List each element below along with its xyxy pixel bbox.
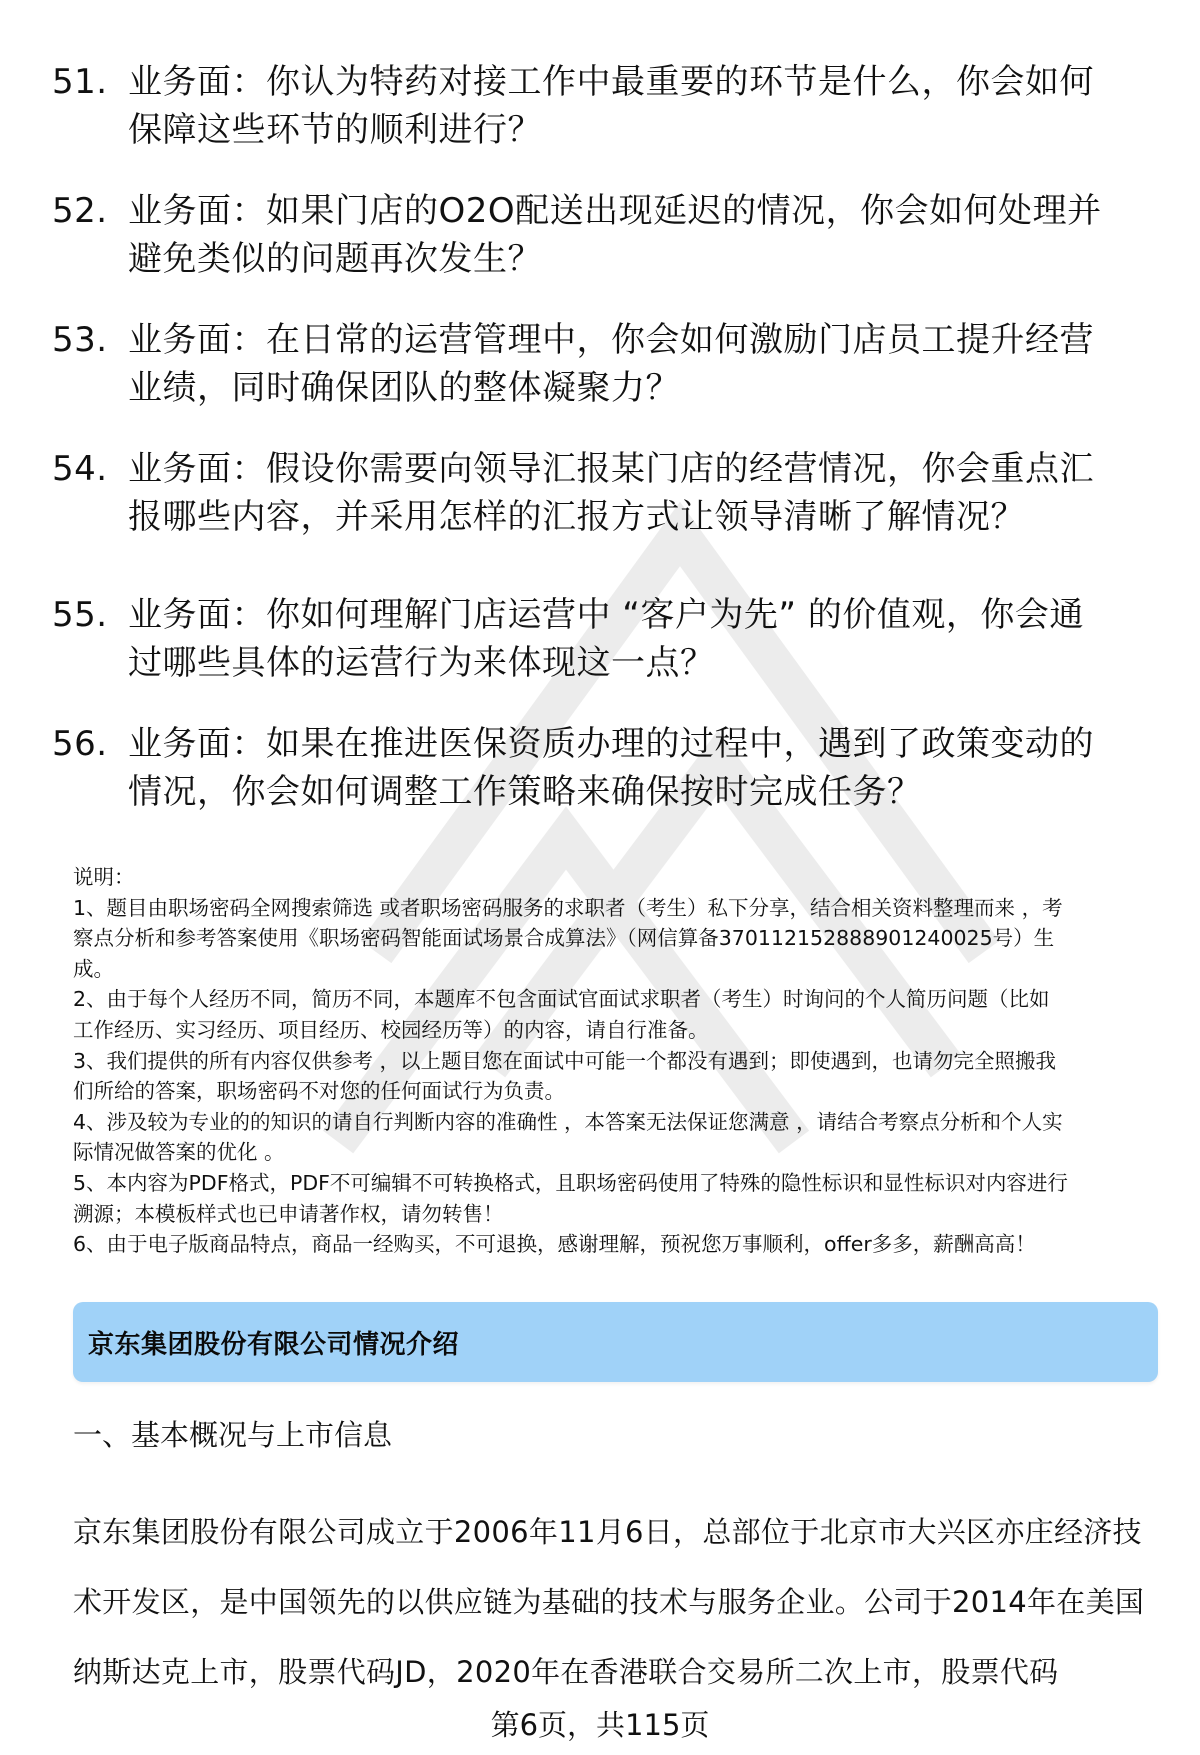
question-text (128, 58, 1162, 154)
question-line: 业务面：你如何理解门店运营中 “客户为先” 的价值观，你会通 (128, 595, 1084, 635)
page-number: 第6页，共115页 (490, 1708, 710, 1742)
question-number: 52. (52, 191, 108, 231)
paragraph-line: 术开发区，是中国领先的以供应链为基础的技术与服务企业。公司于2014年在美国 (73, 1585, 1145, 1619)
question-line: 业务面：在日常的运营管理中，你会如何激励门店员工提升经营 (128, 320, 1094, 360)
question-line: 业绩，同时确保团队的整体凝聚力？ (128, 368, 680, 408)
notes-line: 际情况做答案的优化 。 (73, 1140, 285, 1165)
notes-title: 说明： (73, 865, 135, 889)
notes-line: 3、我们提供的所有内容仅供参考 ，以上题目您在面试中可能一个都没有遇到；即使遇到，也请勿完全照搬我 (73, 1048, 1057, 1073)
question-line: 业务面：假设你需要向领导汇报某门店的经营情况，你会重点汇 (128, 449, 1094, 489)
question-line: 业务面：如果门店的O2O配送出现延迟的情况，你会如何处理并 (128, 191, 1102, 231)
question-text (128, 187, 1162, 283)
question-text (128, 591, 1162, 687)
question-line: 避免类似的问题再次发生？ (128, 239, 542, 279)
question-item (52, 720, 1162, 816)
question-list (52, 58, 1162, 849)
question-number: 51. (52, 62, 108, 102)
question-text (128, 445, 1162, 541)
paragraph-line: 纳斯达克上市，股票代码JD，2020年在香港联合交易所二次上市，股票代码 (73, 1655, 1059, 1689)
question-line: 业务面：如果在推进医保资质办理的过程中，遇到了政策变动的 (128, 724, 1094, 764)
notes-line: 6、由于电子版商品特点，商品一经购买，不可退换，感谢理解，预祝您万事顺利，offer多多，薪酬高高！ (73, 1232, 1036, 1257)
notes-line: 1、题目由职场密码全网搜索筛选 或者职场密码服务的求职者（考生）私下分享，结合相关资料整理而来 ，考 (73, 895, 1063, 920)
question-line: 过哪些具体的运营行为来体现这一点？ (128, 643, 715, 683)
notes-line: 工作经历、实习经历、项目经历、校园经历等）的内容，请自行准备。 (73, 1017, 709, 1042)
question-line: 业务面：你认为特药对接工作中最重要的环节是什么，你会如何 (128, 62, 1094, 102)
notes-line: 们所给的答案，职场密码不对您的任何面试行为负责。 (73, 1079, 565, 1104)
notes-line: 成。 (73, 956, 114, 981)
notes-line: 4、涉及较为专业的的知识的请自行判断内容的准确性 ，本答案无法保证您满意 ，请结合考察点分析和个人实 (73, 1109, 1063, 1134)
question-item (52, 58, 1162, 154)
section-title-box (73, 1302, 1158, 1382)
question-item (52, 591, 1162, 687)
notes-line: 5、本内容为PDF格式，PDF不可编辑不可转换格式，且职场密码使用了特殊的隐性标识和显性标识对内容进行 (73, 1170, 1068, 1195)
disclaimer-notes (73, 862, 1163, 1260)
question-number: 56. (52, 724, 108, 764)
question-item (52, 445, 1162, 541)
section-subheading: 一、基本概况与上市信息 (73, 1418, 393, 1452)
question-line: 情况，你会如何调整工作策略来确保按时完成任务？ (128, 772, 922, 812)
question-item (52, 316, 1162, 412)
section-title: 京东集团股份有限公司情况介绍 (88, 1329, 460, 1360)
company-intro-paragraph (73, 1497, 1163, 1707)
notes-line: 2、由于每个人经历不同，简历不同，本题库不包含面试官面试求职者（考生）时询问的个人简历问题（比如 (73, 987, 1050, 1012)
question-number: 53. (52, 320, 108, 360)
question-line: 保障这些环节的顺利进行？ (128, 110, 542, 150)
question-item (52, 187, 1162, 283)
question-line: 报哪些内容，并采用怎样的汇报方式让领导清晰了解情况？ (128, 497, 1025, 537)
question-text (128, 316, 1162, 412)
question-text (128, 720, 1162, 816)
notes-line: 察点分析和参考答案使用《职场密码智能面试场景合成算法》（网信算备370112152888901240025号）生 (73, 926, 1055, 951)
question-number: 54. (52, 449, 108, 489)
notes-line: 溯源；本模板样式也已申请著作权，请勿转售！ (73, 1201, 504, 1226)
question-number: 55. (52, 595, 108, 635)
paragraph-line: 京东集团股份有限公司成立于2006年11月6日，总部位于北京市大兴区亦庄经济技 (73, 1515, 1142, 1549)
